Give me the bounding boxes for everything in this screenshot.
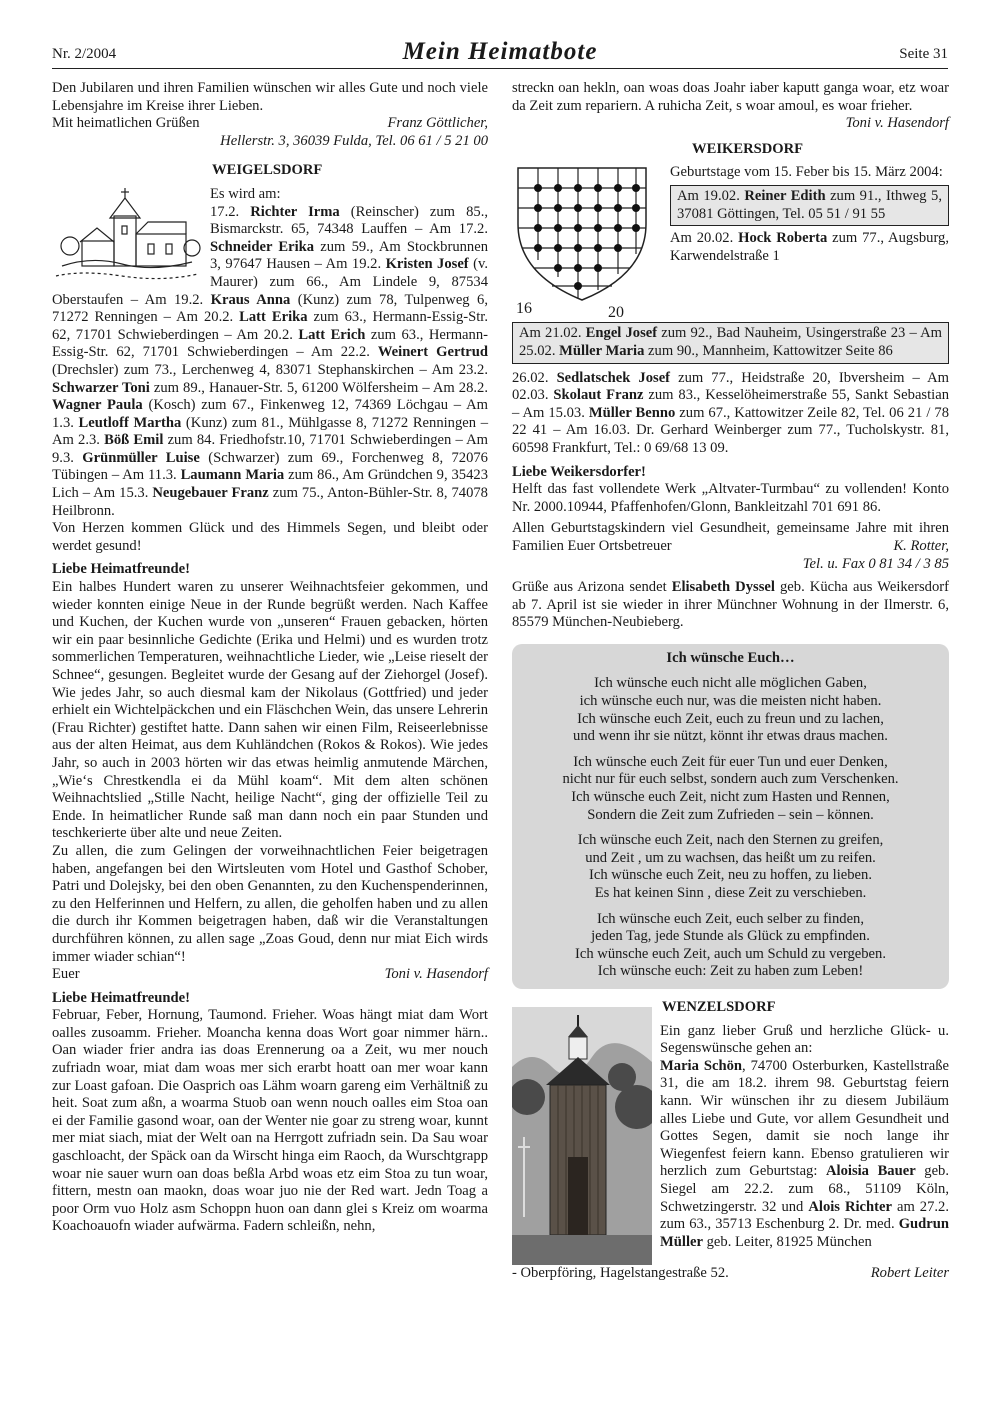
intro-text: Den Jubilaren und ihren Familien wünschen wir alles Gute und noch viele Lebensjahre im Kreise ihrer Lieben.: [52, 80, 488, 114]
poem-title: Ich wünsche Euch…: [666, 649, 795, 666]
person-name: Grünmüller Luise: [82, 449, 200, 466]
poem-stanza: [522, 832, 939, 902]
letter2-heading: Liebe Heimatfreunde!: [52, 989, 190, 1006]
letter1-signature: Euer Toni v. Hasendorf: [52, 966, 488, 983]
weigelsdorf-title: WEIGELSDORF: [212, 162, 323, 179]
crest-year-left: 16: [516, 300, 532, 318]
wenzelsdorf-section: [512, 1023, 949, 1283]
birthday-wish: Allen Geburtstagskindern viel Gesundheit, gemeinsame Jahre mit ihren Familien Euer Ortsbetreuer: [512, 520, 949, 554]
person-name: Latt Erich: [298, 326, 366, 343]
letter1-paragraph2: Zu allen, die zum Gelingen der vorweihnachtlichen Feier beigetragen haben, angefangen bei den Wirtsleuten vom Hotel und Gasthof Schober, Patri und Dolejsky, bei den oben Genannten, zu den Kuchenspenderinnen, zu den Helferinnen und Helfern, zu allen, die geholfen haben und zu allen die durch ihr Kommen beigetragen haben, daß wir die Veranstaltungen durchführen können, zu allen sage „Zoas Goud, denn nur miat Eich wirds immer wiader schian“!: [52, 842, 488, 965]
poem-line: Es hat keinen Sinn , diese Zeit zu verschieben.: [594, 885, 867, 901]
poem-line: Ich wünsche euch Zeit, neu zu hoffen, zu lieben.: [589, 867, 872, 884]
weikersdorf-lead: Geburtstage vom 15. Feber bis 15. März 2004:: [670, 164, 943, 181]
poem-stanza: [522, 754, 939, 824]
wish-phone: Tel. u. Fax 0 81 34 / 3 85: [802, 555, 949, 572]
weikersdorf-title: WEIKERSDORF: [692, 140, 804, 157]
birthday-box-2: Am 21.02. Engel Josef zum 92., Bad Nauheim, Usingerstraße 23 – Am 25.02. Müller Maria zum 90., Mannheim, Kattowitzer Seite 86: [512, 322, 949, 363]
church-illustration: [52, 186, 202, 286]
greeting-address: Hellerstr. 3, 36039 Fulda, Tel. 06 61 / 5 21 00: [220, 132, 488, 149]
person-name: Kraus Anna: [210, 291, 291, 308]
weigelsdorf-closing: Von Herzen kommen Glück und des Himmels Segen, und bleibt oder werdet gesund!: [52, 520, 488, 554]
birthday-box-1: Am 19.02. Reiner Edith zum 91., Ithweg 5, 37081 Göttingen, Tel. 05 51 / 91 55: [670, 185, 949, 226]
page-number: Seite 31: [899, 46, 948, 62]
page-header: [52, 38, 948, 68]
wish-author: K. Rotter,: [893, 537, 949, 554]
poem-box: [512, 644, 949, 989]
person-name: Weinert Gertrud: [377, 344, 488, 361]
crest-shield-icon: [512, 164, 652, 304]
header-rule: [52, 68, 948, 69]
person-name: Sedlatschek Josef: [556, 369, 671, 386]
person-name: Neugebauer Franz: [152, 485, 269, 502]
poem-line: Ich wünsche euch Zeit, euch zu freun und zu lachen,: [577, 710, 884, 727]
issue-number: Nr. 2/2004: [52, 46, 117, 62]
poem-stanza: [522, 911, 939, 981]
letter1-paragraph1: Ein halbes Hundert waren zu unserer Weihnachtsfeier gekommen, und wieder konnten einige Neue in der Runde begrüßt werden. Nach Kaffee und Kuchen, der Kuchen wurde von „unseren“ Frauen gebacken, hörten wir ein paar besinnliche Gedichte (Erika und Helmi) und es wurden trotz sommerlichen Temperaturen, weihnachtliche Lieder, wie „Leise rieselt der Schnee“, gesungen. Begleitet wurde der Gesang auf der Ziehorgel (Josef). Wie jedes Jahr, so auch diesmal kam der Nikolaus (Gottfried) und jeder erhielt ein Wichtelpäckchen und ein Fläschchen Wein, das unsere Lehrerin (Frau Richter) gestiftet hatte. Dann sahen wir einen Film, Reiseerlebnisse aus der alten Heimat, aus dem Kuhländchen (Rokos & Rokos). Wie jedes Jahr, so auch in 2003 hörten wir das etwas heimlig anmutende Märchen, „Wie‘s Chrestkendla ei da Mühl koam“. Mit dem alten schönen Weihnachtslied „Stille Nacht, heilige Nacht“, ging der offizielle Teil zu Ende. In heimatlicher Runde saß man dann noch ein paar Stunden und teschkerierte über alte und neue Zeiten.: [52, 579, 488, 842]
turmbau-appeal: Helft das fast vollendete Werk „Altvater-Turmbau“ zu vollenden! Konto Nr. 2000.10944, Pfaffenhofen/Glonn, Bankleitzahl 701 691 86.: [512, 481, 949, 515]
poem-line: Ich wünsche euch Zeit für euer Tun und euer Denken,: [573, 753, 888, 770]
weikersdorf-birthdays: 26.02. Sedlatschek Josef zum 77., Heidstraße 20, Ibversheim – Am 02.03. Skolaut Franz zum 83., Kesselöheimerstraße 55, Sankt Sebastian – Am 15.03. Müller Benno zum 67., Kattowitzer Zeile 82, Tel. 06 21 / 78 22 41 – Am 16.03. Dr. Gerhard Weinberger zum 77., Tucholskystr. 81, 60598 Frankfurt, Tel.: 0 69/68 13 09.: [512, 369, 950, 456]
poem-line: jeden Tag, jede Stunde als Glück zu empfinden.: [591, 928, 870, 945]
poem-line: ich wünsche euch nur, was die meisten nicht haben.: [579, 693, 882, 710]
wenzelsdorf-lead: Ein ganz lieber Gruß und herzliche Glück- u. Segenswünsche gehen an:: [660, 1022, 949, 1057]
person-name: Laumann Maria: [180, 467, 285, 484]
poem-line: und Zeit , um zu wachsen, das heißt um zu reifen.: [585, 849, 876, 866]
person-name: Schneider Erika: [210, 238, 315, 255]
greeting-author: Franz Göttlicher,: [387, 115, 488, 132]
person-name: Skolaut Franz: [553, 387, 644, 404]
poem-line: nicht nur für euch selbst, sondern auch zum Verschenken.: [562, 771, 899, 788]
poem-line: und wenn ihr sie nützt, könnt ihr etwas draus machen.: [573, 728, 888, 745]
poem-line: Ich wünsche euch Zeit, nach den Sternen zu greifen,: [577, 832, 884, 849]
right-column: [512, 80, 949, 1282]
poem-stanza: [522, 675, 939, 745]
person-name: Richter Irma: [250, 203, 340, 220]
greeting-line: Mit heimatlichen Grüßen Franz Göttlicher,: [52, 115, 488, 132]
weikersdorf-crest: [512, 164, 664, 320]
poem-line: Sondern die Zeit zum Zufrieden – sein – können.: [587, 806, 874, 823]
weigelsdorf-lead: Es wird am:: [210, 185, 281, 202]
left-column: [52, 80, 488, 1236]
weigelsdorf-section: [52, 162, 488, 555]
crest-year-right: 20: [608, 304, 624, 322]
wenzelsdorf-text: Maria Schön, 74700 Osterburken, Kastellstraße 31, die am 18.2. ihrem 98. Geburtstag feiern kann. Wir wünschen ihr zu diesem Jubiläum alles Liebe und Gute, vor allem Gesundheit und Gottes Segen, damit sie noch lange ihr Wiegenfest feiern kann. Ebenso gratulieren wir herzlich zum Geburtstag: Aloisia Bauer geb. Siegel am 22.2. zum 68., 51109 Köln, Schwetzingerstr. 32 und Alois Richter am 27.2. zum 63., 35713 Eschenburg 2. Dr. med. Gudrun Müller geb. Leiter, 81925 München: [660, 1057, 950, 1250]
dialect-continuation: streckn oan hekln, oan woas doas Joahr iaber kaputt ganga woar, etz woar da Zeit zum repariern. A ruhicha Zeit, s woar amoul, es woar frieher.: [512, 80, 949, 114]
person-name: Latt Erika: [239, 309, 308, 326]
person-name: Müller Benno: [588, 404, 676, 421]
weikersdorf-entry-2: Am 20.02. Hock Roberta zum 77., Augsburg, Karwendelstraße 1: [670, 230, 949, 264]
poem-line: Ich wünsche euch Zeit, auch um Schuld zu vergeben.: [575, 945, 886, 962]
poem-line: Ich wünsche euch nicht alle möglichen Gaben,: [594, 675, 867, 692]
letter1-heading: Liebe Heimatfreunde!: [52, 561, 190, 578]
person-name: Leutloff Martha: [78, 414, 182, 431]
wenzelsdorf-title: WENZELSDORF: [662, 998, 776, 1015]
masthead-logo: Mein Heimatbote: [402, 38, 598, 65]
arizona-note: Grüße aus Arizona sendet Elisabeth Dyssel geb. Küchа aus Weikersdorf ab 7. April ist sie wieder in ihrer Münchner Wohnung in der Ilmerstr. 6, 85579 München-Neubieberg.: [512, 579, 949, 631]
weikersdorf-section: [512, 164, 949, 457]
letter2-paragraph1: Februar, Feber, Hornung, Taumond. Frieher. Woas hängt miat dam Wort oalles zusoamm. Frieher. Moancha kenna doas Wort goar nimmer härn.. Oan wiader frier andra ias doas Erennerung oa a Zeit, wu mer nouch zufriadn woar, miat dam woas mer sich erarbt hoatt oan mer woar kann zur Loast gafoan. Die Oasprich oas Lähm woarn gareng eim Verhältniß zu heit. Soat zum aßn, a woarma Stuob oan wenn nouch oalles eim Stoa oan ei der Familie gasond woar, oan der Wenter nie goar zu streng woar, kunnt mer miat siach, miat der Welt oan na Herrgott zufriadn sein. Da Sau woar gaschloacht, der Späck oan da Wirscht hinga eim Raoch, da Wurschtgrapp woar nie sauer wurn oan doas beßla Arbd woas etz eim Stoa zu tun woar, fittern, mestn oan maokn, doas woar juo nie der Red wart. Jedn Toag a poor Orm vuo Holz asm Schoppn huon oan dann glei s Kreiz om woarma Koachoauofn wiader aufwärma. Fadern schleißn, nehn,: [52, 1007, 488, 1235]
person-name: Wagner Paula: [52, 397, 143, 414]
wenzelsdorf-signature: - Oberpföring, Hagelstangestraße 52. Robert Leiter: [512, 1264, 949, 1281]
person-name: Kristen Josef: [385, 256, 469, 273]
weigelsdorf-birthdays: 17.2. Richter Irma (Reinscher) zum 85., Bismarckstr. 65, 74348 Lauffen – Am 17.2. Schneider Erika zum 59., Am Stockbrunnen 3, 97647 Hausen – Am 19.2. Kristen Josef (v. Maurer) zum 66., Am Lindele 9, 87534 Oberstaufen – Am 19.2. Kraus Anna (Kunz) zum 78, Tulpenweg 6, 71272 Renningen – Am 20.2. Latt Erika zum 63., Hermann-Essig-Str. 62, 71701 Schwieberdingen – Am 20.2. Latt Erich zum 63., Hermann-Essig-Str. 62, 71701 Schwieberdingen – Am 22.2. Weinert Gertrud (Drechsler) zum 73., Lerchenweg 4, 83071 Stephanskirchen – Am 23.2. Schwarzer Toni zum 89., Hanauer-Str. 5, 61200 Wölfersheim – Am 28.2. Wagner Paula (Kosch) zum 67., Finkenweg 12, 74369 Löchgau – Am 1.3. Leutloff Martha (Kunz) zum 81., Mühlgasse 8, 71272 Renningen – Am 2.3. Böß Emil zum 84. Friedhofstr.10, 71701 Schwieberdingen – Am 9.3. Grünmüller Luise (Schwarzer) zum 69., Forchenweg 8, 72076 Tübingen – Am 11.3. Laumann Maria zum 86., Am Gründchen 9, 35423 Lich – Am 15.3. Neugebauer Franz zum 75., Anton-Bühler-Str. 8, 74078 Heilbronn.: [52, 203, 489, 519]
poem-line: Ich wünsche euch Zeit, euch selber zu finden,: [596, 910, 865, 927]
weikersdorf-heading2: Liebe Weikersdorfer!: [512, 463, 646, 480]
person-name: Schwarzer Toni: [52, 379, 150, 396]
poem-stanzas: [522, 675, 939, 981]
person-name: Böß Emil: [104, 432, 164, 449]
poem-line: Ich wünsche euch Zeit, nicht zum Hasten und Rennen,: [571, 789, 890, 806]
continuation-author: Toni v. Hasendorf: [845, 115, 949, 132]
chapel-photo: [512, 1007, 652, 1265]
poem-line: Ich wünsche euch: Zeit zu haben zum Leben!: [597, 963, 864, 980]
